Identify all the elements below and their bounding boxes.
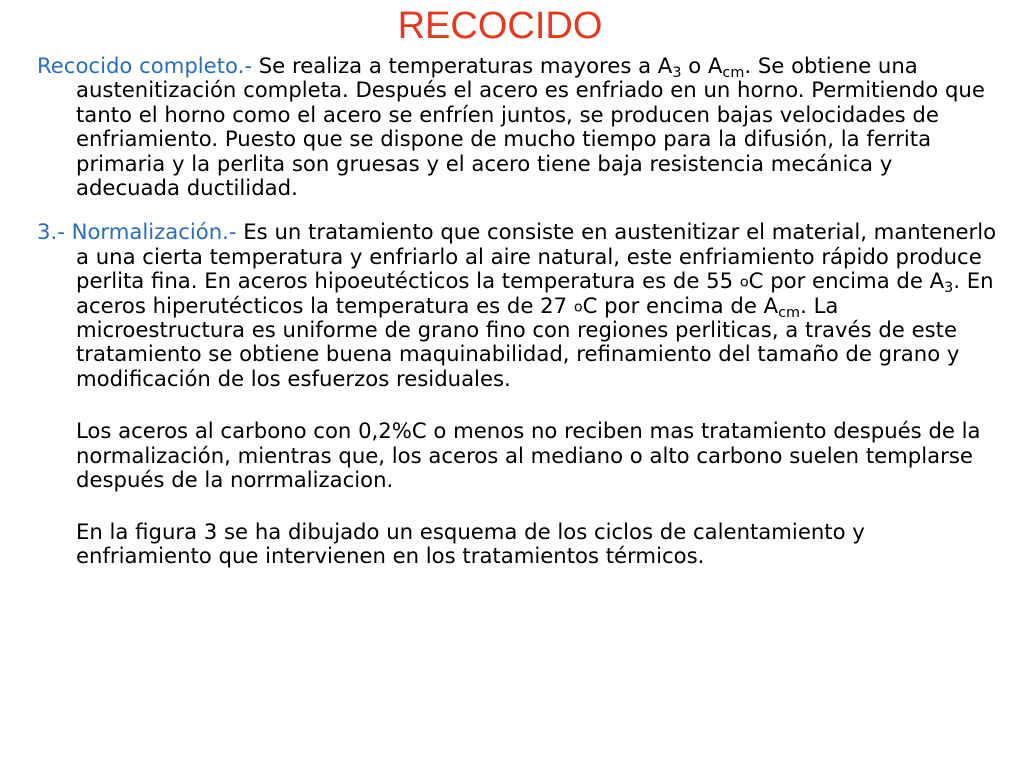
paragraph-aceros-carbono: Los aceros al carbono con 0,2%C o menos no reciben mas tratamiento después de la normalización, mientras que, los aceros al mediano o alto carbono suelen templarse después de la norrmalizacion. <box>76 418 981 493</box>
paragraph-figura-3: En la figura 3 se ha dibujado un esquema de los ciclos de calentamiento y enfriamiento que intervienen en los tratamientos térmicos. <box>76 518 865 568</box>
heading-normalizacion: 3.- Normalización.- <box>37 219 237 245</box>
degree-superscript: o <box>739 274 749 291</box>
paragraph-text: . La microestructura es uniforme de grano fino con regiones perliticas, a través de este tratamiento se obtiene buena maquinabilidad, refinamiento del tamaño de grano y modificación de los esfuerzos residuales. <box>76 292 960 391</box>
slide-body <box>37 54 1002 568</box>
paragraph-text: C por encima de A <box>748 268 945 294</box>
paragraph-text: Se realiza a temperaturas mayores a A <box>252 53 673 78</box>
subscript-cm: cm <box>722 65 745 82</box>
subscript-3: 3 <box>672 65 682 82</box>
page-title: RECOCIDO <box>397 5 603 47</box>
paragraph-normalizacion <box>37 220 1002 391</box>
paragraph-text: C por encima de A <box>582 292 779 318</box>
subscript-cm: cm <box>778 304 801 321</box>
degree-superscript: o <box>573 298 583 315</box>
subscript-3: 3 <box>944 280 954 297</box>
heading-recocido-completo: Recocido completo.- <box>37 53 252 78</box>
paragraph-text: Es un tratamiento que consiste en austenitizar el material, mantenerlo a una cierta temperatura y enfriarlo al aire natural, este enfriamiento rápido produce perlita fina. En aceros hipoeutécticos la temperatura es de 55 <box>76 219 997 294</box>
paragraph-recocido-completo <box>37 54 1002 200</box>
paragraph-text: o A <box>681 53 723 78</box>
paragraph-text: . En aceros hiperutécticos la temperatura es de 27 <box>76 268 994 318</box>
paragraph-text: . Se obtiene una austenitización completa. Después el acero es enfriado en un horno. Permitiendo que tanto el horno como el acero se enfríen juntos, se producen bajas velocidades de enfriamiento. Puesto que se dispone de mucho tiempo para la difusión, la ferrita primaria y la perlita son gruesas y el acero tiene baja resistencia mecánica y adecuada ductilidad. <box>76 53 985 201</box>
